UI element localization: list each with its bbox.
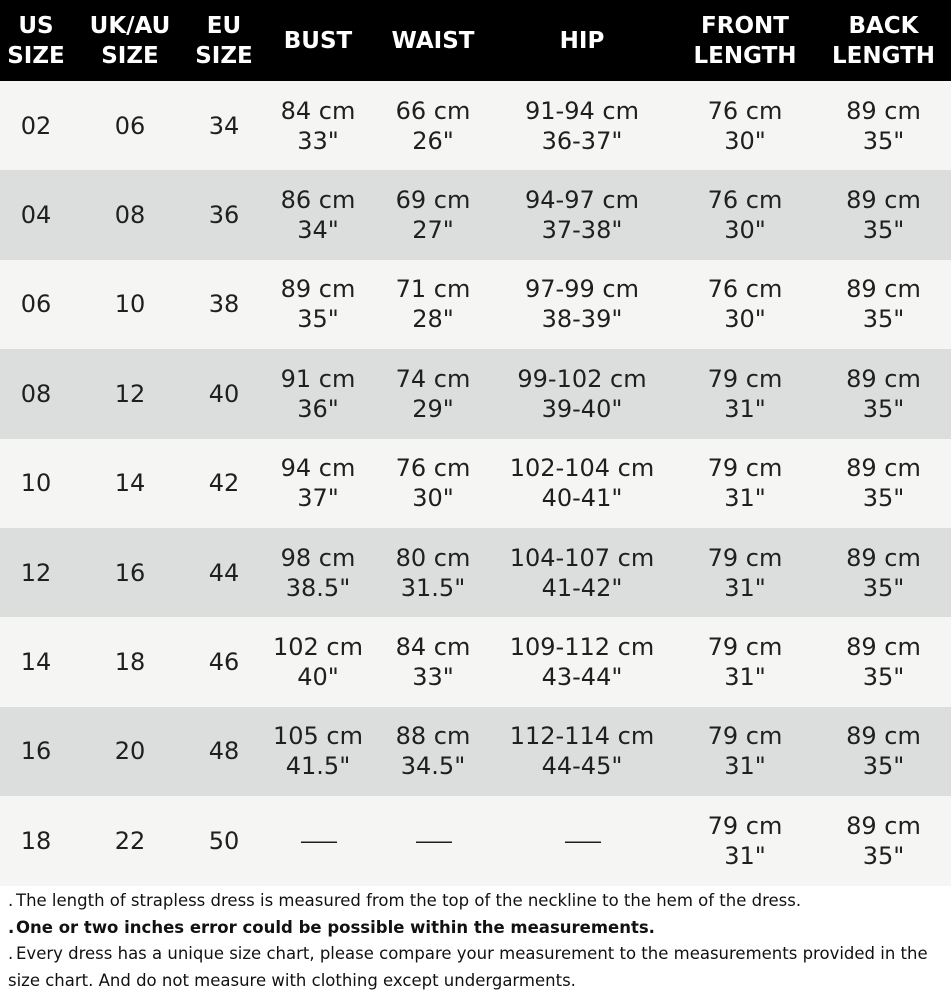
cell-back-length: 89 cm 35" <box>846 722 921 781</box>
cell-us-size: 18 <box>20 826 52 855</box>
note-text: Every dress has a unique size chart, please compare your measurement to the measurements provided in the size chart. And do not measure with clothing except undergarments. <box>8 944 928 990</box>
cell-front-length: 79 cm 31" <box>707 811 783 870</box>
cell-uk-au-size: 10 <box>114 290 146 319</box>
cell-eu-size: 38 <box>208 290 240 319</box>
header-uk-au-size: UK/AU SIZE <box>89 12 171 69</box>
note-text: One or two inches error could be possible within the measurements. <box>16 917 655 937</box>
cell-us-size: 16 <box>20 737 52 766</box>
cell-waist: 71 cm 28" <box>395 275 471 334</box>
cell-eu-size: 44 <box>208 558 240 587</box>
cell-back-length: 89 cm 35" <box>846 811 921 870</box>
cell-hip: 99-102 cm 39-40" <box>517 364 647 423</box>
cell-uk-au-size: 12 <box>114 379 146 408</box>
table-row <box>0 528 951 617</box>
cell-us-size: 12 <box>20 558 52 587</box>
note-measurement-error <box>0 915 951 942</box>
cell-hip: 91-94 cm 36-37" <box>525 96 639 155</box>
header-waist: WAIST <box>391 27 475 54</box>
cell-front-length: 79 cm 31" <box>707 364 783 423</box>
cell-eu-size: 48 <box>208 737 240 766</box>
cell-bust: 89 cm 35" <box>280 275 356 334</box>
cell-uk-au-size: 22 <box>114 826 146 855</box>
cell-hip: 102-104 cm 40-41" <box>509 454 655 513</box>
cell-hip: 94-97 cm 37-38" <box>525 186 639 245</box>
cell-eu-size: 42 <box>208 469 240 498</box>
table-row <box>0 81 951 170</box>
cell-back-length: 89 cm 35" <box>846 96 921 155</box>
cell-uk-au-size: 08 <box>114 201 146 230</box>
cell-bust: 105 cm 41.5" <box>272 722 363 781</box>
cell-us-size: 06 <box>20 290 52 319</box>
header-hip: HIP <box>559 27 605 54</box>
cell-us-size: 08 <box>20 379 52 408</box>
cell-waist: —— <box>415 828 451 853</box>
cell-us-size: 10 <box>20 469 52 498</box>
cell-back-length: 89 cm 35" <box>846 186 921 245</box>
table-row <box>0 260 951 349</box>
cell-waist: 80 cm 31.5" <box>395 543 471 602</box>
cell-back-length: 89 cm 35" <box>846 275 921 334</box>
table-row <box>0 170 951 259</box>
cell-us-size: 14 <box>20 648 52 677</box>
cell-front-length: 76 cm 30" <box>707 96 783 155</box>
cell-back-length: 89 cm 35" <box>846 454 921 513</box>
header-bust: BUST <box>283 27 353 54</box>
note-strapless-length <box>0 888 951 915</box>
cell-bust: —— <box>300 828 336 853</box>
bullet-dot: . <box>8 917 15 937</box>
cell-eu-size: 46 <box>208 648 240 677</box>
note-text: The length of strapless dress is measured from the top of the neckline to the hem of the dress. <box>16 891 802 910</box>
cell-waist: 84 cm 33" <box>395 633 471 692</box>
cell-hip: 104-107 cm 41-42" <box>509 543 655 602</box>
table-row <box>0 349 951 438</box>
table-body <box>0 81 951 886</box>
cell-eu-size: 40 <box>208 379 240 408</box>
cell-bust: 102 cm 40" <box>272 633 363 692</box>
cell-front-length: 79 cm 31" <box>707 722 783 781</box>
cell-uk-au-size: 16 <box>114 558 146 587</box>
cell-back-length: 89 cm 35" <box>846 364 921 423</box>
cell-waist: 74 cm 29" <box>395 364 471 423</box>
cell-uk-au-size: 18 <box>114 648 146 677</box>
cell-waist: 69 cm 27" <box>395 186 471 245</box>
cell-eu-size: 36 <box>208 201 240 230</box>
cell-front-length: 79 cm 31" <box>707 454 783 513</box>
bullet-dot: . <box>8 891 14 910</box>
cell-bust: 98 cm 38.5" <box>280 543 356 602</box>
cell-eu-size: 34 <box>208 111 240 140</box>
cell-eu-size: 50 <box>208 826 240 855</box>
cell-bust: 91 cm 36" <box>280 364 356 423</box>
table-row <box>0 796 951 885</box>
cell-front-length: 76 cm 30" <box>707 186 783 245</box>
bullet-dot: . <box>8 944 14 963</box>
cell-hip: 112-114 cm 44-45" <box>509 722 655 781</box>
header-us-size: US SIZE <box>7 12 65 69</box>
cell-hip: 97-99 cm 38-39" <box>525 275 639 334</box>
cell-back-length: 89 cm 35" <box>846 543 921 602</box>
cell-us-size: 04 <box>20 201 52 230</box>
cell-bust: 86 cm 34" <box>280 186 356 245</box>
notes <box>0 888 951 994</box>
cell-bust: 84 cm 33" <box>280 96 356 155</box>
cell-hip: —— <box>564 828 600 853</box>
cell-uk-au-size: 06 <box>114 111 146 140</box>
cell-us-size: 02 <box>20 111 52 140</box>
cell-front-length: 79 cm 31" <box>707 543 783 602</box>
table-row <box>0 707 951 796</box>
cell-back-length: 89 cm 35" <box>846 633 921 692</box>
cell-front-length: 79 cm 31" <box>707 633 783 692</box>
cell-hip: 109-112 cm 43-44" <box>509 633 655 692</box>
cell-bust: 94 cm 37" <box>280 454 356 513</box>
header-back-length: BACK LENGTH <box>831 12 936 69</box>
table-row <box>0 617 951 706</box>
cell-uk-au-size: 20 <box>114 737 146 766</box>
header-front-length: FRONT LENGTH <box>693 12 797 69</box>
header-eu-size: EU SIZE <box>195 12 253 69</box>
header-row <box>0 0 951 81</box>
cell-waist: 66 cm 26" <box>395 96 471 155</box>
table-row <box>0 439 951 528</box>
cell-front-length: 76 cm 30" <box>707 275 783 334</box>
cell-waist: 88 cm 34.5" <box>395 722 471 781</box>
note-unique-size-chart <box>0 941 951 994</box>
cell-uk-au-size: 14 <box>114 469 146 498</box>
cell-waist: 76 cm 30" <box>395 454 471 513</box>
